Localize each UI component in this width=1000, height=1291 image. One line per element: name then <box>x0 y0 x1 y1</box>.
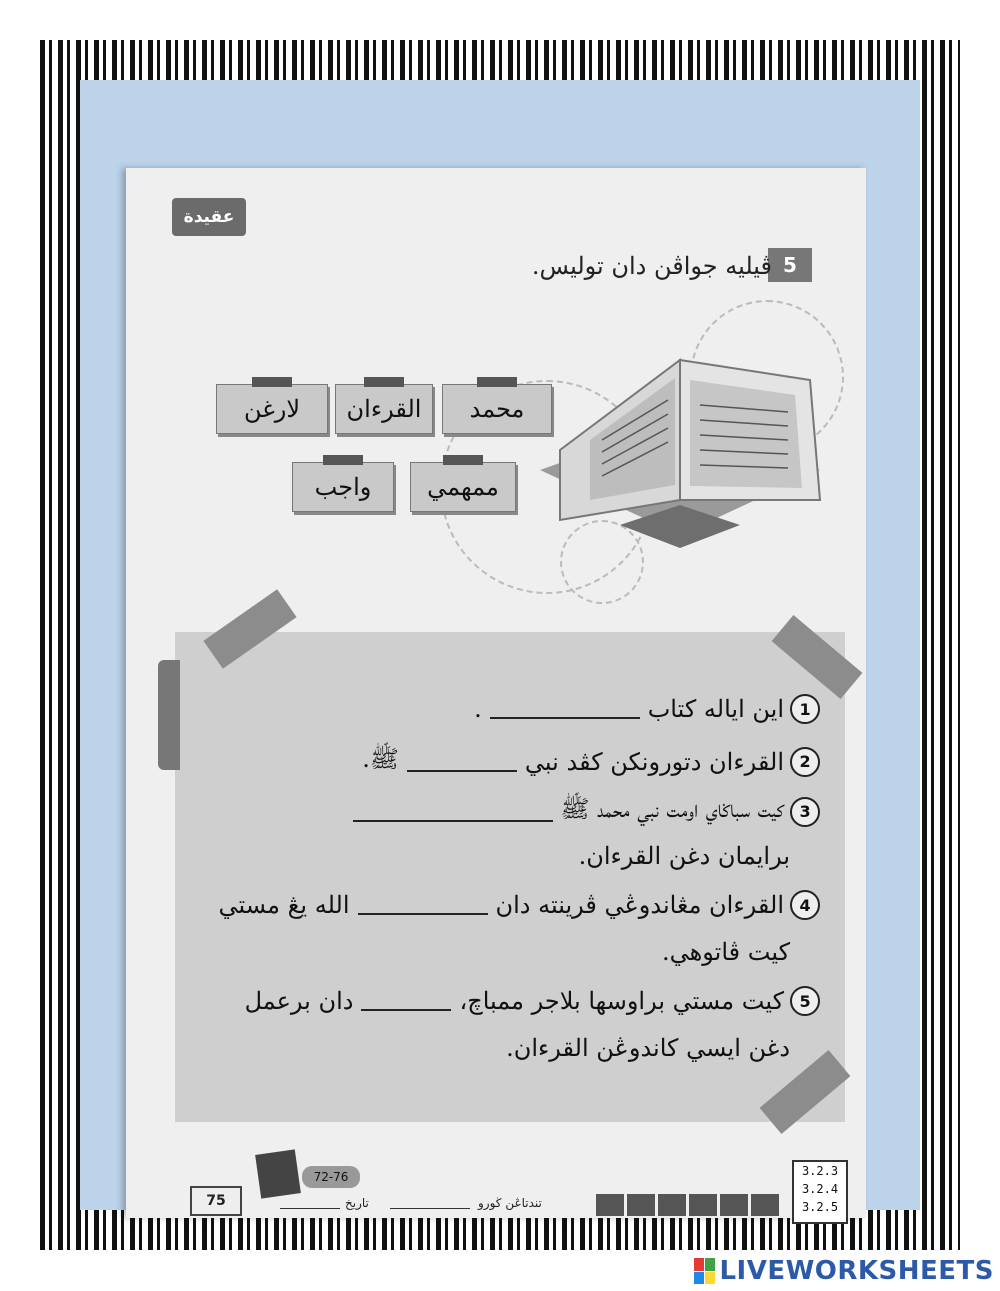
word-card[interactable]: ممهمي <box>410 462 516 512</box>
question-3 <box>345 794 821 829</box>
liveworksheets-logo-icon <box>694 1258 715 1284</box>
category-tag: عقيدة <box>172 198 246 236</box>
star-box[interactable] <box>720 1194 748 1216</box>
teacher-label: تندتاڠن ڬورو <box>478 1196 542 1210</box>
standards-box <box>792 1160 848 1224</box>
instruction-text: ڤيليه جواڤن دان توليس. <box>531 252 772 280</box>
exercise-number: 5 <box>768 248 812 282</box>
page-number-box <box>190 1186 242 1216</box>
word-card[interactable]: محمد <box>442 384 552 434</box>
question-text: اين اياله كتاب <box>647 695 784 723</box>
question-number: 5 <box>790 986 820 1016</box>
standard-code: 3.2.4 <box>801 1182 839 1196</box>
watermark <box>694 1254 994 1288</box>
question-number: 3 <box>790 797 820 827</box>
quran-book-illustration <box>520 320 840 550</box>
answer-blank[interactable] <box>353 802 553 822</box>
question-text: كيت سباڬاي اومت نبي محمد ﷺ <box>560 795 784 823</box>
question-text-end: الله يڠ مستي <box>218 891 350 919</box>
word-card[interactable]: القرءان <box>335 384 433 434</box>
star-box[interactable] <box>658 1194 686 1216</box>
question-number: 4 <box>790 890 820 920</box>
answer-blank[interactable] <box>407 752 517 772</box>
question-text: القرءان دتورونكن كڤد نبي <box>524 747 784 776</box>
question-1 <box>474 694 820 724</box>
question-text-end: . <box>474 695 482 723</box>
teacher-line[interactable] <box>390 1208 470 1209</box>
question-text: القرءان مڠاندوڠي ڤرينته دان <box>495 891 784 919</box>
standard-code: 3.2.5 <box>801 1200 839 1214</box>
question-text-end: دان برعمل <box>244 987 354 1015</box>
side-tab <box>158 660 180 770</box>
star-box[interactable] <box>689 1194 717 1216</box>
question-text-end: ﷺ. <box>362 745 399 773</box>
date-line[interactable] <box>280 1208 340 1209</box>
star-box[interactable] <box>596 1194 624 1216</box>
standard-code: 3.2.3 <box>801 1164 839 1178</box>
page-range: 72-76 <box>302 1166 360 1188</box>
rating-stars <box>596 1194 779 1216</box>
question-text: كيت مستي براوسها بلاجر ممباچ، <box>459 987 784 1015</box>
question-4-line-2: كيت ڤاتوهي. <box>661 938 790 966</box>
question-4 <box>218 890 820 920</box>
date-label: تاريخ <box>345 1196 369 1210</box>
question-number: 1 <box>790 694 820 724</box>
question-3-line-2: برايمان دغن القرءان. <box>578 842 790 870</box>
question-5 <box>245 986 820 1016</box>
answer-blank[interactable] <box>358 895 488 915</box>
star-box[interactable] <box>751 1194 779 1216</box>
question-2 <box>362 744 820 779</box>
word-card[interactable]: واجب <box>292 462 394 512</box>
answer-blank[interactable] <box>361 991 451 1011</box>
star-box[interactable] <box>627 1194 655 1216</box>
question-5-line-2: دغن ايسي كاندوڠن القرءان. <box>506 1034 790 1062</box>
watermark-text: LIVEWORKSHEETS <box>719 1256 994 1286</box>
answer-blank[interactable] <box>490 699 640 719</box>
book-badge <box>255 1149 301 1198</box>
word-card[interactable]: لارغن <box>216 384 328 434</box>
question-number: 2 <box>790 747 820 777</box>
page-number: 75 <box>206 1193 226 1209</box>
